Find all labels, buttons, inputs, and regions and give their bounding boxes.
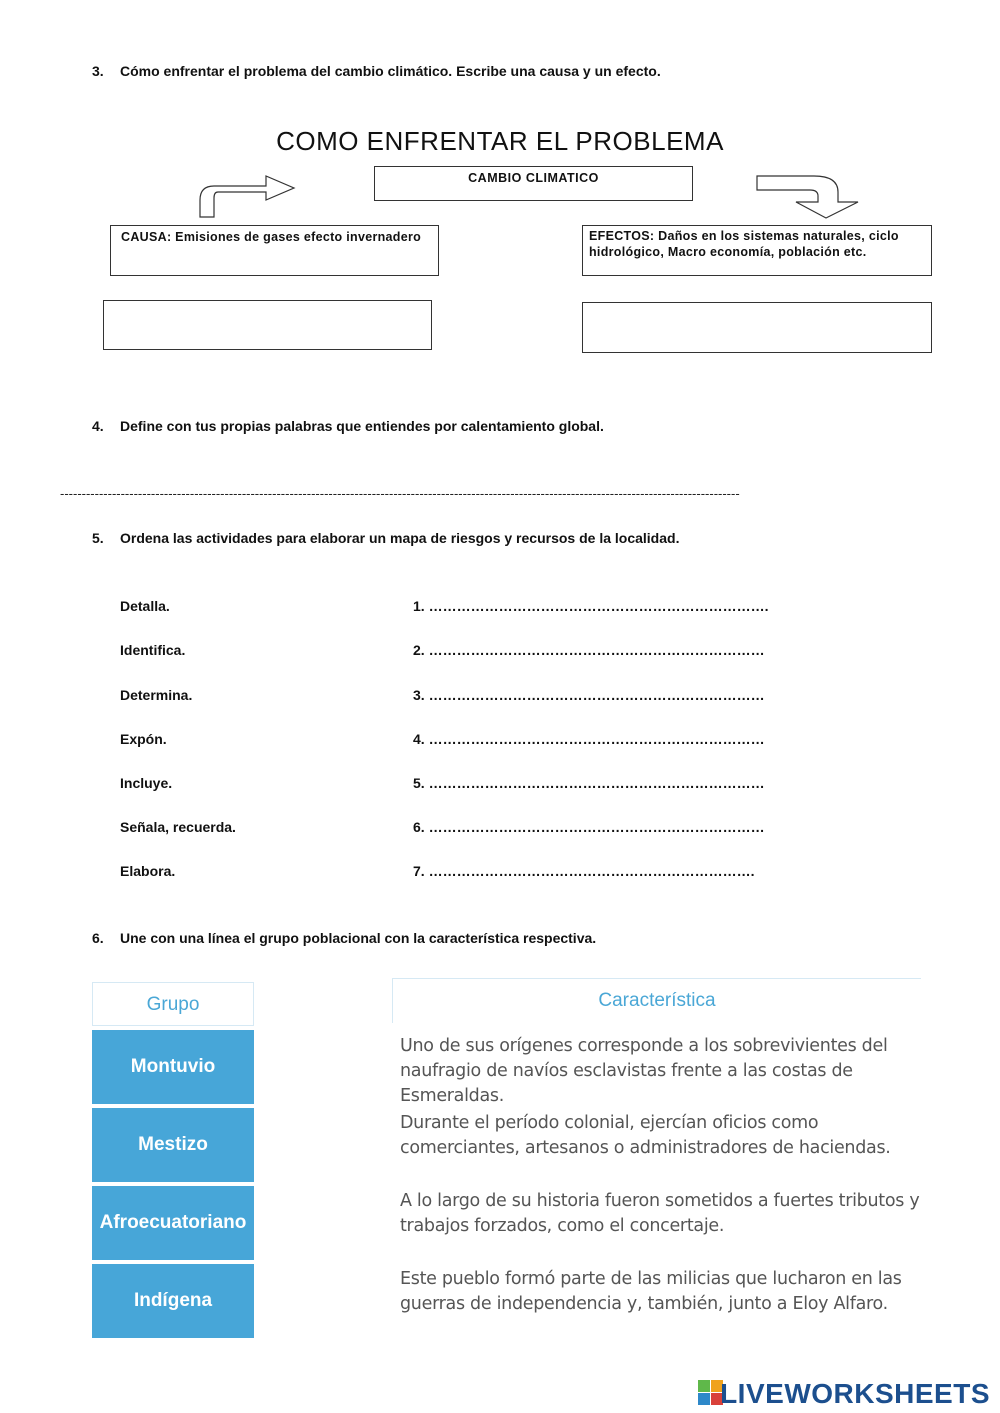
effect-answer-box[interactable] xyxy=(582,302,932,353)
order-blank[interactable]: 5. ……………………………………………………………… xyxy=(413,775,765,791)
brand-name: LIVEWORKSHEETS xyxy=(720,1378,990,1409)
activity-item: Incluye. xyxy=(120,775,173,791)
group-cell-indigena[interactable]: Indígena xyxy=(92,1264,254,1338)
activity-item: Elabora. xyxy=(120,863,176,879)
question-5-text: Ordena las actividades para elaborar un mapa de riesgos y recursos de la localidad. xyxy=(120,530,680,546)
characteristic-header: Característica xyxy=(392,978,921,1023)
characteristic-item[interactable]: Este pueblo formó parte de las milicias que lucharon en las guerras de independencia y, también, junto a Eloy Alfaro. xyxy=(400,1269,902,1314)
characteristic-item[interactable]: Durante el período colonial, ejercían oficios como comerciantes, artesanos o administradores de haciendas. xyxy=(400,1113,891,1158)
group-header: Grupo xyxy=(92,982,254,1026)
question-3: 3. Cómo enfrentar el problema del cambio climático. Escribe una causa y un efecto. xyxy=(92,63,661,79)
effects-text: EFECTOS: Daños en los sistemas naturales, ciclo hidrológico, Macro economía, población etc. xyxy=(589,229,899,259)
question-6: 6. Une con una línea el grupo poblacional con la característica respectiva. xyxy=(92,930,597,946)
activity-item: Detalla. xyxy=(120,598,170,614)
group-cell-mestizo[interactable]: Mestizo xyxy=(92,1108,254,1182)
right-curved-arrow-icon xyxy=(754,172,864,222)
order-blank[interactable]: 7. ……………………………………………………………. xyxy=(413,863,755,879)
order-blank[interactable]: 6. ……………………………………………………………… xyxy=(413,819,765,835)
question-5: 5. Ordena las actividades para elaborar un mapa de riesgos y recursos de la localidad. xyxy=(92,530,680,546)
group-column xyxy=(92,982,254,1338)
center-box xyxy=(374,166,693,201)
activity-item: Señala, recuerda. xyxy=(120,819,236,835)
order-blank[interactable]: 4. ……………………………………………………………… xyxy=(413,731,765,747)
cause-box xyxy=(110,225,439,276)
activity-item: Identifica. xyxy=(120,642,186,658)
question-3-text: Cómo enfrentar el problema del cambio climático. Escribe una causa y un efecto. xyxy=(120,63,661,79)
effects-box xyxy=(582,225,932,276)
group-cell-montuvio[interactable]: Montuvio xyxy=(92,1030,254,1104)
group-cell-afroecuatoriano[interactable]: Afroecuatoriano xyxy=(92,1186,254,1260)
question-6-text: Une con una línea el grupo poblacional con la característica respectiva. xyxy=(120,930,597,946)
characteristic-item[interactable]: Uno de sus orígenes corresponde a los sobrevivientes del naufragio de navíos esclavistas frente a las costas de Esmeraldas. xyxy=(400,1036,888,1106)
question-4-text: Define con tus propias palabras que entiendes por calentamiento global. xyxy=(120,418,604,434)
activity-item: Determina. xyxy=(120,687,193,703)
order-blank[interactable]: 2. ……………………………………………………………… xyxy=(413,642,765,658)
cause-text: CAUSA: Emisiones de gases efecto invernadero xyxy=(121,230,422,244)
left-curved-arrow-icon xyxy=(196,170,300,220)
question-4: 4. Define con tus propias palabras que entiendes por calentamiento global. xyxy=(92,418,604,434)
order-blank[interactable]: 1. ………………………………………………………………. xyxy=(413,598,769,614)
center-box-label: CAMBIO CLIMATICO xyxy=(468,171,599,185)
order-blank[interactable]: 3. ……………………………………………………………… xyxy=(413,687,765,703)
cause-answer-box[interactable] xyxy=(103,300,432,350)
answer-line[interactable]: ------------------------------------------------------------------------------------------------------------------------------------------------------------- xyxy=(60,486,740,501)
diagram-title: COMO ENFRENTAR EL PROBLEMA xyxy=(276,126,724,156)
activity-item: Expón. xyxy=(120,731,167,747)
characteristic-item[interactable]: A lo largo de su historia fueron sometidos a fuertes tributos y trabajos forzados, como el concertaje. xyxy=(400,1191,920,1236)
